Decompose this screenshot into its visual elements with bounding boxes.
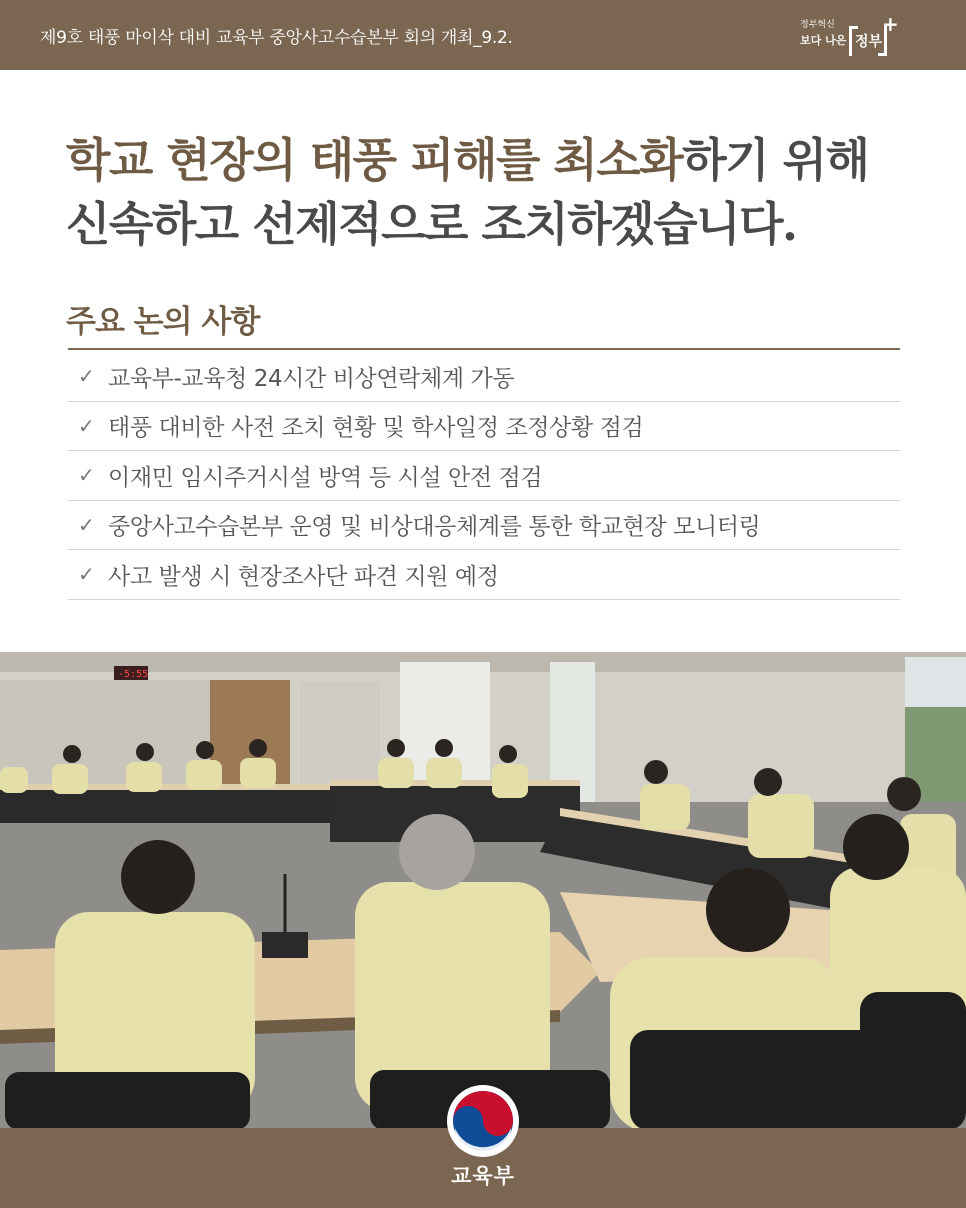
list-item-text: 교육부-교육청 24시간 비상연락체계 가동 bbox=[108, 365, 515, 392]
section-title: 주요 논의 사항 bbox=[66, 304, 260, 340]
list-item bbox=[68, 451, 900, 501]
meeting-photo-illustration bbox=[0, 652, 966, 1130]
top-banner bbox=[0, 0, 966, 70]
check-icon: ✓ bbox=[78, 413, 95, 438]
logo-small-text: 정부혁신 bbox=[800, 20, 835, 30]
meeting-photo bbox=[0, 652, 966, 1130]
logo-mid-text: 보다 나은 bbox=[800, 34, 847, 47]
list-item-text: 사고 발생 시 현장조사단 파견 지원 예정 bbox=[108, 563, 499, 590]
headline-line-1-rest: 하기 위해 bbox=[682, 133, 869, 187]
check-icon: ✓ bbox=[78, 562, 95, 587]
headline bbox=[66, 128, 926, 256]
check-icon: ✓ bbox=[78, 463, 95, 488]
banner-title: 제9호 태풍 마이삭 대비 교육부 중앙사고수습본부 회의 개최_9.2. bbox=[40, 28, 513, 48]
list-item-text: 이재민 임시주거시설 방역 등 시설 안전 점검 bbox=[108, 464, 543, 491]
list-item-text: 중앙사고수습본부 운영 및 비상대응체계를 통한 학교현장 모니터링 bbox=[108, 514, 761, 541]
headline-accent-text: 학교 현장의 태풍 피해를 최소화 bbox=[66, 133, 683, 187]
check-icon: ✓ bbox=[78, 364, 95, 389]
list-item bbox=[68, 550, 900, 600]
list-item bbox=[68, 501, 900, 551]
korea-government-emblem bbox=[450, 1088, 516, 1154]
ministry-name: 교육부 bbox=[451, 1164, 515, 1188]
logo-main-text: 정부 bbox=[855, 34, 883, 50]
list-item bbox=[68, 402, 900, 452]
taegeuk-emblem-icon bbox=[450, 1088, 516, 1154]
headline-line-2: 신속하고 선제적으로 조치하겠습니다. bbox=[66, 197, 797, 251]
clock-display: -5:55 bbox=[118, 669, 149, 680]
section-divider bbox=[68, 348, 900, 350]
check-icon: ✓ bbox=[78, 512, 95, 537]
government-innovation-logo bbox=[800, 14, 898, 58]
logo-plus-icon: + bbox=[882, 12, 899, 36]
discussion-list bbox=[68, 352, 900, 600]
list-item bbox=[68, 352, 900, 402]
headline-line-1 bbox=[66, 128, 926, 192]
list-item-text: 태풍 대비한 사전 조치 현황 및 학사일정 조정상황 점검 bbox=[108, 415, 644, 442]
